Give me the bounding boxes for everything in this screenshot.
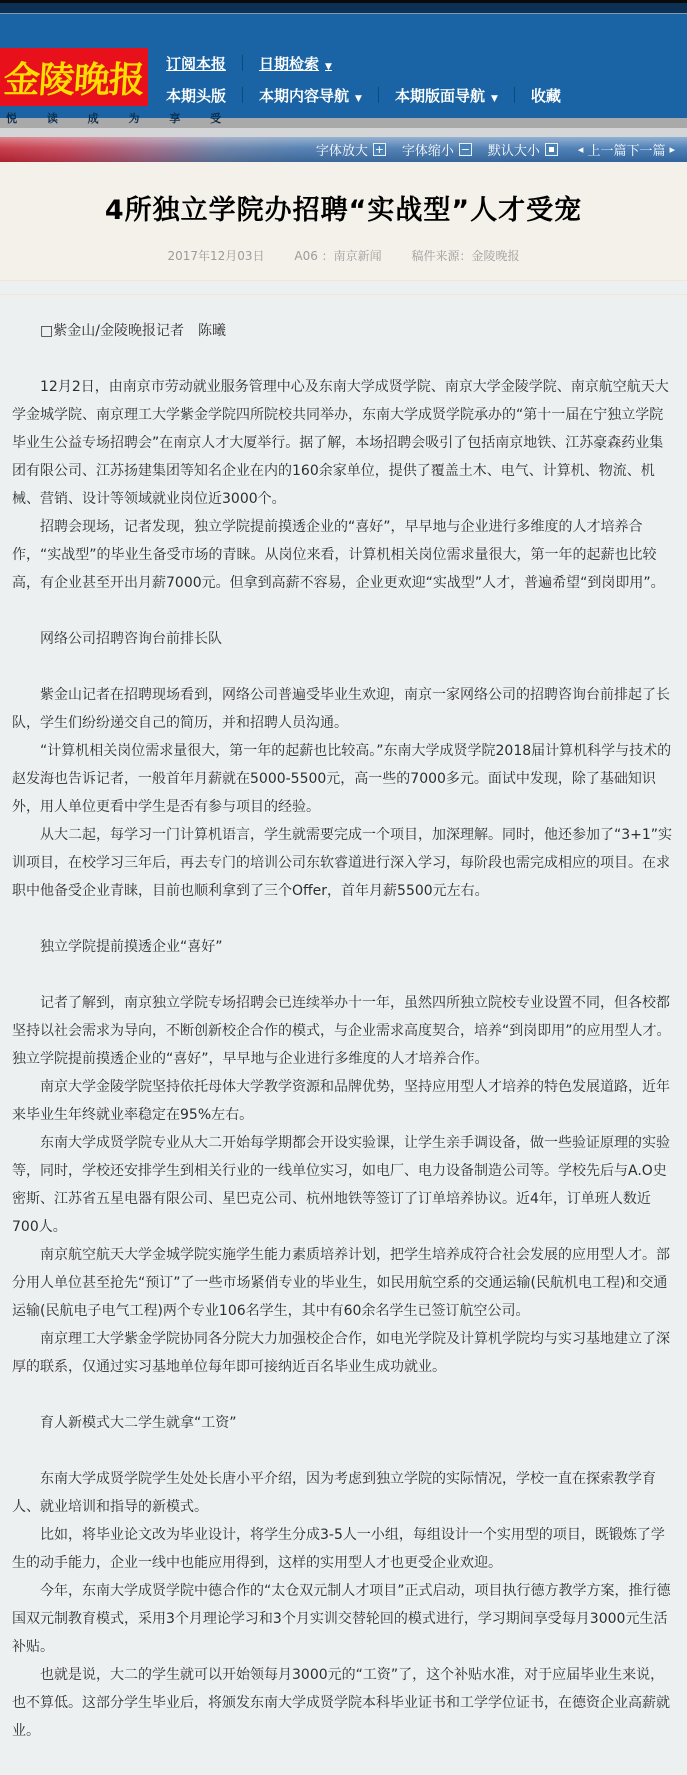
article-paragraph: 比如，将毕业论文改为毕业设计，将学生分成3-5人一小组，每组设计一个实用型的项目，既锻炼了学生的动手能力，企业一线中也能应用得到，这样的实用型人才也更受企业欢迎。 <box>12 1527 665 1571</box>
nav-layout-navigation-label: 本期版面导航 <box>394 86 485 105</box>
nav-separator <box>514 87 515 103</box>
font-shrink-button[interactable] <box>402 140 472 159</box>
article-paragraph: 南京理工大学紫金学院协同各分院大力加强校企合作，如电光学院及计算机学院均与实习基地建立了深厚的联系，仅通过实习基地单位每年即可接纳近百名毕业生成功就业。 <box>12 1331 670 1375</box>
header-nav <box>166 50 561 114</box>
chevron-down-icon: ▼ <box>490 93 498 104</box>
article-date: 2017年12月03日 <box>167 249 265 263</box>
article-body <box>0 295 687 1775</box>
previous-article-label: 上一篇 <box>587 144 627 159</box>
next-article-button[interactable] <box>626 140 679 159</box>
nav-date-search-label: 日期检索 <box>259 54 320 73</box>
plus-icon: + <box>374 143 384 156</box>
font-default-label: 默认大小 <box>487 144 540 159</box>
article-paragraph: 东南大学成贤学院学生处处长唐小平介绍，因为考虑到独立学院的实际情况，学校一直在探索教学育人、就业培训和指导的新模式。 <box>12 1471 656 1515</box>
article-paragraph: 南京大学金陵学院坚持依托母体大学教学资源和品牌优势，坚持应用型人才培养的特色发展道路，近年来毕业生年终就业率稳定在95%左右。 <box>12 1079 670 1123</box>
article-paragraph: 紫金山记者在招聘现场看到，网络公司普遍受毕业生欢迎，南京一家网络公司的招聘咨询台前排起了长队，学生们纷纷递交自己的简历，并和招聘人员沟通。 <box>12 687 670 731</box>
newspaper-logo[interactable] <box>0 48 148 106</box>
font-shrink-label: 字体缩小 <box>401 144 454 159</box>
nav-favorite[interactable]: 收藏 <box>530 86 561 105</box>
article-paragraph: “计算机相关岗位需求量很大，第一年的起薪也比较高。”东南大学成贤学院2018届计算机科学与技术的赵发海也告诉记者，一般首年月薪就在5000-5500元，高一些的7000多元。面试中发现，除了基础知识外，用人单位更看中学生是否有参与项目的经验。 <box>12 743 672 815</box>
article-byline: □紫金山/金陵晚报记者 陈曦 <box>40 323 226 339</box>
article-title: 4所独立学院办招聘“实战型”人才受宠 <box>104 195 583 226</box>
divider-gap <box>0 281 687 294</box>
page-main <box>0 162 687 1775</box>
nav-row-2 <box>166 82 561 108</box>
light-divider-bar <box>0 128 687 137</box>
site-header <box>0 14 687 125</box>
article-meta <box>10 247 677 264</box>
section-heading: 独立学院提前摸透企业“喜好” <box>40 939 223 955</box>
nav-separator <box>242 55 243 71</box>
article-paragraph: 从大二起，每学习一门计算机语言，学生就需要完成一个项目，加深理解。同时，他还参加了“3+1”实训项目，在校学习三年后，再去专门的培训公司东软睿道进行深入学习，每阶段也需完成相应的项目。在求职中他备受企业青睐，目前也顺利拿到了三个Offer，首年月薪5500元左右。 <box>12 827 673 899</box>
next-article-label: 下一篇 <box>626 144 666 159</box>
article-paragraph: 也就是说，大二的学生就可以开始领每月3000元的“工资”了，这个补贴水准，对于应届毕业生来说，也不算低。这部分学生毕业后，将颁发东南大学成贤学院本科毕业证书和工学学位证书，在德资企业高薪就业。 <box>12 1667 670 1739</box>
nav-subscribe[interactable]: 订阅本报 <box>166 54 227 73</box>
nav-front-page[interactable]: 本期头版 <box>166 86 227 105</box>
article-paragraph: 12月2日，由南京市劳动就业服务管理中心及东南大学成贤学院、南京大学金陵学院、南京航空航天大学金城学院、南京理工大学紫金学院四所院校共同举办，东南大学成贤学院承办的“第十一届在宁独立学院毕业生公益专场招聘会”在南京人才大厦举行。据了解，本场招聘会吸引了包括南京地铁、江苏豪森药业集团有限公司、江苏扬建集团等知名企业在内的160余家单位，提供了覆盖土木、电气、计算机、物流、机械、营销、设计等领域就业岗位近3000个。 <box>12 379 669 507</box>
font-enlarge-button[interactable] <box>316 140 386 159</box>
nav-row-1 <box>166 50 561 76</box>
article-paragraph: 东南大学成贤学院专业从大二开始每学期都会开设实验课，让学生亲手调设备，做一些验证原理的实验等，同时，学校还安排学生到相关行业的一线单位实习，如电厂、电力设备制造公司等。学校先后与A.O史密斯、江苏省五星电器有限公司、星巴克公司、杭州地铁等签订了订单培养协议。近4年，订单班人数近700人。 <box>12 1135 670 1235</box>
article-source: 稿件来源：金陵晚报 <box>411 249 520 263</box>
article-paragraph: 记者了解到，南京独立学院专场招聘会已连续举办十一年，虽然四所独立院校专业设置不同，但各校都坚持以社会需求为导向，不断创新校企合作的模式，与企业需求高度契合，培养“到岗即用”的应用型人才。独立学院提前摸透企业的“喜好”，早早地与企业进行多维度的人才培养合作。 <box>12 995 671 1067</box>
nav-separator <box>378 87 379 103</box>
section-heading: 育人新模式大二学生就拿“工资” <box>40 1415 237 1431</box>
top-navy-bar <box>0 3 687 14</box>
nav-date-search[interactable] <box>259 53 332 74</box>
nav-content-navigation[interactable] <box>259 85 362 106</box>
chevron-down-icon: ▼ <box>355 93 362 104</box>
article-page-section: A06 ：南京新闻 <box>294 249 382 263</box>
nav-separator <box>242 87 243 103</box>
default-size-icon <box>545 143 558 156</box>
font-enlarge-label: 字体放大 <box>315 144 368 159</box>
section-heading: 网络公司招聘咨询台前排长队 <box>40 631 222 647</box>
nav-layout-navigation[interactable] <box>395 85 498 106</box>
font-default-button[interactable] <box>488 140 558 159</box>
minus-icon: − <box>460 143 470 156</box>
article-header <box>0 162 687 280</box>
logo-tagline: 悦 读 成 为 享 受 <box>6 112 235 125</box>
right-arrow-icon: ▸ <box>669 143 675 156</box>
article-paragraph: 南京航空航天大学金城学院实施学生能力素质培养计划，把学生培养成符合社会发展的应用型人才。部分用人单位甚至抢先“预订”了一些市场紧俏专业的毕业生，如民用航空系的交通运输(民航机电工程)和交通运输(民航电子电气工程)两个专业106名学生，其中有60余名学生已签订航空公司。 <box>12 1247 670 1319</box>
article-paragraph: 今年，东南大学成贤学院中德合作的“太仓双元制人才项目”正式启动，项目执行德方教学方案，推行德国双元制教育模式，采用3个月理论学习和3个月实训交替轮回的模式进行，学习期间享受每月3000元生活补贴。 <box>12 1583 671 1655</box>
nav-content-navigation-label: 本期内容导航 <box>259 86 350 105</box>
article-paragraph: 招聘会现场，记者发现，独立学院提前摸透企业的“喜好”，早早地与企业进行多维度的人才培养合作，“实战型”的毕业生备受市场的青睐。从岗位来看，计算机相关岗位需求量很大，第一年的起薪也比较高，有企业甚至开出月薪7000元。但拿到高薪不容易，企业更欢迎“实战型”人才，普遍希望“到岗即用”。 <box>12 519 665 591</box>
chevron-down-icon: ▼ <box>325 61 332 72</box>
font-toolbar <box>0 137 687 162</box>
left-arrow-icon: ◂ <box>577 143 584 156</box>
logo-text: 金陵晚报 <box>2 58 146 101</box>
previous-article-button[interactable] <box>574 140 627 159</box>
